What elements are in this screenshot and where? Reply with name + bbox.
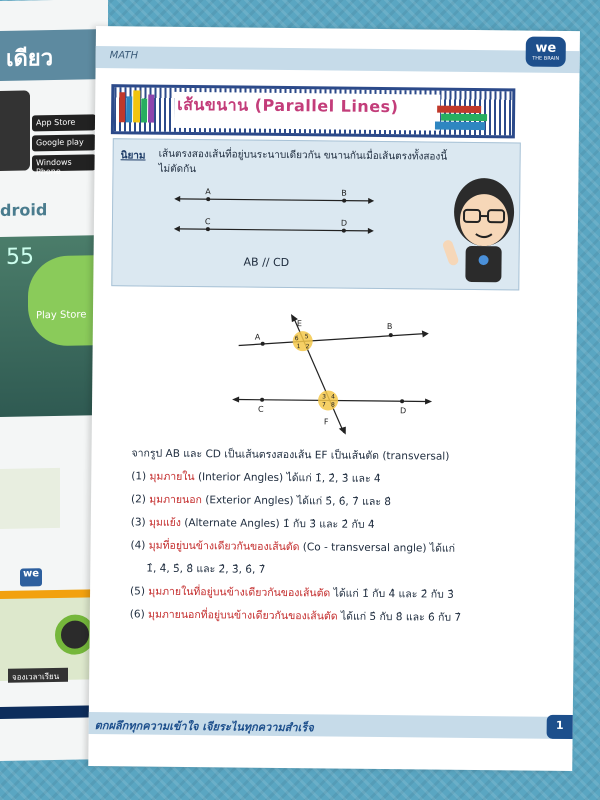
screenshot-panel — [0, 468, 60, 529]
we-logo-small: we — [20, 568, 42, 586]
point-b-label: B — [341, 188, 347, 198]
parallel-lines-diagram — [174, 185, 375, 247]
item-text: (Co - transversal angle) ได้แก่ — [302, 541, 456, 555]
item-number: (6) — [129, 608, 145, 621]
teacher-cartoon — [437, 168, 528, 289]
booking-button: จองเวลาเรียน — [8, 668, 68, 683]
point-a-label: A — [205, 187, 211, 197]
we-logo-text: we — [535, 40, 557, 56]
definition-text: เส้นตรงสองเส้นที่อยู่บนระนาบเดียวกัน ขนานกันเมื่อเส้นตรงทั้งสองนี้ไม่ตัดกัน — [158, 148, 448, 176]
item-text: 1̂, 4̂, 5̂, 8̂ และ 2̂, 3̂, 6̂, 7̂ — [146, 562, 266, 576]
item-number: (1) — [131, 470, 147, 483]
left-page-bottom-bar — [0, 705, 100, 719]
footer-slogan: ตกผลึกทุกความเข้าใจ เจียระไนทุกความสำเร็จ — [94, 719, 314, 735]
item-number: (4) — [130, 539, 146, 552]
books-left-icon — [117, 88, 157, 124]
angle-8-label: 8 — [331, 401, 335, 409]
left-page-title: เดียว — [0, 29, 108, 81]
google-play-badge: Google play — [32, 134, 96, 151]
item-text: (Interior Angles) ได้แก่ 1̂, 2̂, 3̂ และ 4̂ — [197, 471, 381, 486]
worksheet-page — [88, 26, 580, 771]
fig-point-c: C — [257, 404, 264, 414]
item-highlight: มุมภายใน — [149, 470, 195, 484]
item-text: ได้แก่ 1̂ กับ 4̂ และ 2̂ กับ 3̂ — [333, 587, 454, 601]
fig-point-f: F — [323, 417, 329, 427]
fig-point-d: D — [399, 406, 407, 416]
play-store-label: Play Store — [36, 309, 87, 322]
item-highlight: มุมแย้ง — [148, 516, 181, 529]
android-label: droid — [0, 200, 48, 220]
header-band — [96, 46, 580, 73]
windows-phone-badge: Windows Phone — [32, 154, 96, 171]
fig-point-b: B — [386, 322, 393, 332]
item-highlight: มุมที่อยู่บนข้างเดียวกันของเส้นตัด — [148, 539, 300, 554]
definition-label: นิยาม — [120, 150, 146, 162]
item-text: ได้แก่ 5̂ กับ 8̂ และ 6̂ กับ 7̂ — [340, 610, 462, 624]
item-highlight: มุมภายนอกที่อยู่บนข้างเดียวกันของเส้นตัด — [147, 608, 338, 623]
app-store-badge: App Store — [32, 114, 96, 131]
item-text: (Alternate Angles) 1̂ กับ 3̂ และ 2̂ กับ 4̂ — [184, 516, 375, 531]
item-number: (5) — [130, 585, 146, 598]
item-number: (2) — [130, 493, 146, 506]
angle-1-label: 1 — [296, 343, 301, 351]
intro-line: จากรูป AB และ CD เป็นเส้นตรงสองเส้น EF เป็นเส้นตัด (transversal) — [131, 447, 450, 463]
we-logo-subtext: THE BRAIN — [532, 55, 560, 62]
angle-6-label: 6 — [294, 335, 299, 343]
angle-2-label: 2 — [305, 343, 310, 351]
angle-3-label: 3 — [322, 393, 326, 401]
list-item — [130, 605, 550, 632]
phone-image — [0, 90, 30, 171]
angle-5-label: 5 — [304, 333, 309, 341]
item-highlight: มุมภายนอก — [149, 493, 202, 507]
fig-point-a: A — [254, 332, 261, 342]
angle-4-label: 4 — [331, 393, 335, 401]
content-list — [130, 444, 552, 632]
page-title: เส้นขนาน (Parallel Lines) — [177, 94, 399, 117]
item-number: (3) — [130, 516, 146, 529]
item-text: (Exterior Angles) ได้แก่ 5̂, 6̂, 7̂ และ 8̂ — [205, 494, 392, 509]
item-highlight: มุมภายในที่อยู่บนข้างเดียวกันของเส้นตัด — [148, 585, 331, 600]
point-c-label: C — [204, 217, 211, 227]
angle-7-label: 7 — [322, 401, 326, 409]
page-number: 1 — [547, 715, 573, 739]
fig-point-e: E — [296, 319, 303, 329]
subject-label: MATH — [109, 50, 139, 62]
phone-clock: 55 — [6, 244, 34, 270]
we-brand-logo — [526, 37, 566, 67]
books-right-icon — [433, 104, 493, 135]
point-d-label: D — [340, 218, 348, 228]
parallel-notation: AB // CD — [243, 255, 290, 270]
transversal-diagram — [232, 313, 433, 435]
